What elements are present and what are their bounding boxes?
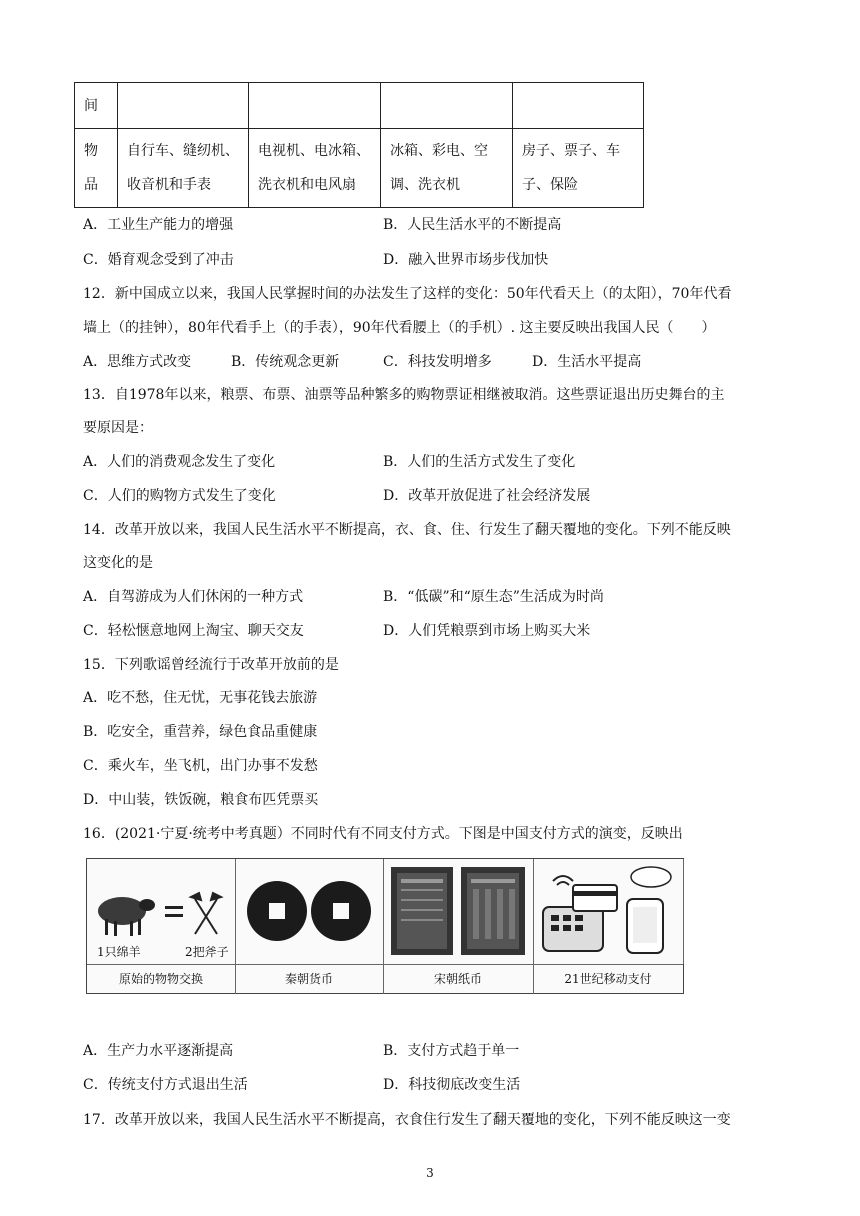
equals-icon	[165, 906, 183, 917]
q14-stem-line1: 14．改革开放以来，我国人民生活水平不断提高，衣、食、住、行发生了翻天覆地的变化。下列不能反映	[83, 522, 731, 538]
q14-option-b: B．“低碳”和“原生态”生活成为时尚	[383, 589, 604, 605]
speech-bubble-icon	[631, 867, 671, 887]
q13-option-a: A．人们的消费观念发生了变化	[83, 454, 276, 470]
table-cell: 电视机、电冰箱、洗衣机和电风扇	[249, 129, 381, 208]
table-cell: 冰箱、彩电、空调、洗衣机	[381, 129, 513, 208]
q15-option-a: A．吃不愁，住无忧，无事花钱去旅游	[83, 690, 318, 706]
table-cell: 间	[75, 83, 118, 129]
wifi-icon	[553, 876, 573, 885]
q15-option-c: C．乘火车，坐飞机，出门办事不发愁	[83, 758, 318, 774]
q14-option-d: D．人们凭粮票到市场上购买大米	[383, 623, 591, 639]
q11-option-d: D．融入世界市场步伐加快	[383, 252, 549, 268]
caption-mobile-payment: 21世纪移动支付	[564, 972, 652, 986]
banknote-icon	[391, 867, 453, 955]
figure-caption-row	[87, 964, 683, 994]
q11-option-a: A．工业生产能力的增强	[83, 217, 234, 233]
mobile-payment-illustration	[533, 859, 683, 964]
axe-label: 2把斧子	[185, 945, 229, 959]
table-row	[75, 129, 644, 208]
coin-icon	[247, 881, 307, 941]
banknote-icon	[461, 867, 525, 955]
table-cell: 自行车、缝纫机、收音机和手表	[118, 129, 249, 208]
qin-coins-illustration	[235, 859, 383, 964]
song-paper-money-panel	[383, 859, 534, 964]
table-cell: 物品	[75, 129, 118, 208]
q11-option-b: B．人民生活水平的不断提高	[383, 217, 562, 233]
q16-option-a: A．生产力水平逐渐提高	[83, 1043, 234, 1059]
axe-icon	[191, 893, 221, 934]
table-cell: 房子、票子、车子、保险	[513, 129, 644, 208]
coin-icon	[311, 881, 371, 941]
caption-barter: 原始的物物交换	[87, 965, 236, 994]
caption-song-paper-money: 宋朝纸币	[383, 965, 534, 994]
q15-option-b: B．吃安全，重营养，绿色食品重健康	[83, 724, 318, 740]
q17-stem-line1: 17．改革开放以来，我国人民生活水平不断提高，衣食住行发生了翻天覆地的变化，下列不能反映这一变	[83, 1112, 731, 1128]
q13-stem-line2: 要原因是：	[83, 420, 153, 436]
q12-option-c: C．科技发明增多	[383, 354, 492, 370]
table-row	[75, 83, 644, 129]
mobile-payment-panel	[533, 859, 684, 964]
pos-terminal-icon	[543, 907, 603, 951]
sheep-icon	[98, 897, 155, 936]
q14-option-c: C．轻松惬意地网上淘宝、聊天交友	[83, 623, 304, 639]
card-icon	[573, 885, 617, 911]
q11-option-c: C．婚育观念受到了冲击	[83, 252, 234, 268]
q12-option-b: B．传统观念更新	[231, 354, 340, 370]
caption-qin-coin: 秦朝货币	[235, 965, 384, 994]
q15-option-d: D．中山装，铁饭碗，粮食布匹凭票买	[83, 792, 319, 808]
qin-coin-panel	[235, 859, 384, 964]
paper-money-illustration	[383, 859, 533, 964]
q12-option-d: D．生活水平提高	[532, 354, 642, 370]
q13-option-d: D．改革开放促进了社会经济发展	[383, 488, 591, 504]
payment-evolution-figure	[86, 858, 684, 994]
q15-stem-line1: 15．下列歌谣曾经流行于改革开放前的是	[83, 657, 339, 673]
q13-stem-line1: 13．自1978年以来，粮票、布票、油票等品种繁多的购物票证相继被取消。这些票证退出历史舞台的主	[83, 387, 725, 403]
phone-icon	[627, 899, 663, 953]
q13-option-b: B．人们的生活方式发生了变化	[383, 454, 576, 470]
q16-stem-line1: 16．(2021·宁夏·统考中考真题）不同时代有不同支付方式。下图是中国支付方式的演变，反映出	[83, 826, 683, 842]
table-cell	[381, 83, 513, 129]
sheep-label: 1只绵羊	[97, 945, 141, 959]
barter-panel	[87, 859, 236, 964]
table-cell	[249, 83, 381, 129]
table-cell	[513, 83, 644, 129]
q16-option-d: D．科技彻底改变生活	[383, 1077, 521, 1093]
q12-stem-line1: 12．新中国成立以来，我国人民掌握时间的办法发生了这样的变化：50年代看天上（的太阳），70年代看	[83, 286, 732, 302]
q14-option-a: A．自驾游成为人们休闲的一种方式	[83, 589, 304, 605]
table-cell	[118, 83, 249, 129]
q12-option-a: A．思维方式改变	[83, 354, 192, 370]
q13-option-c: C．人们的购物方式发生了变化	[83, 488, 276, 504]
goods-table	[74, 82, 644, 208]
q14-stem-line2: 这变化的是	[83, 555, 153, 571]
q12-stem-line2: 墙上（的挂钟），80年代看手上（的手表），90年代看腰上（的手机）. 这主要反映出我国人民（ ）	[83, 320, 716, 336]
q16-option-c: C．传统支付方式退出生活	[83, 1077, 248, 1093]
page-number: 3	[426, 1166, 434, 1180]
q16-option-b: B．支付方式趋于单一	[383, 1043, 520, 1059]
